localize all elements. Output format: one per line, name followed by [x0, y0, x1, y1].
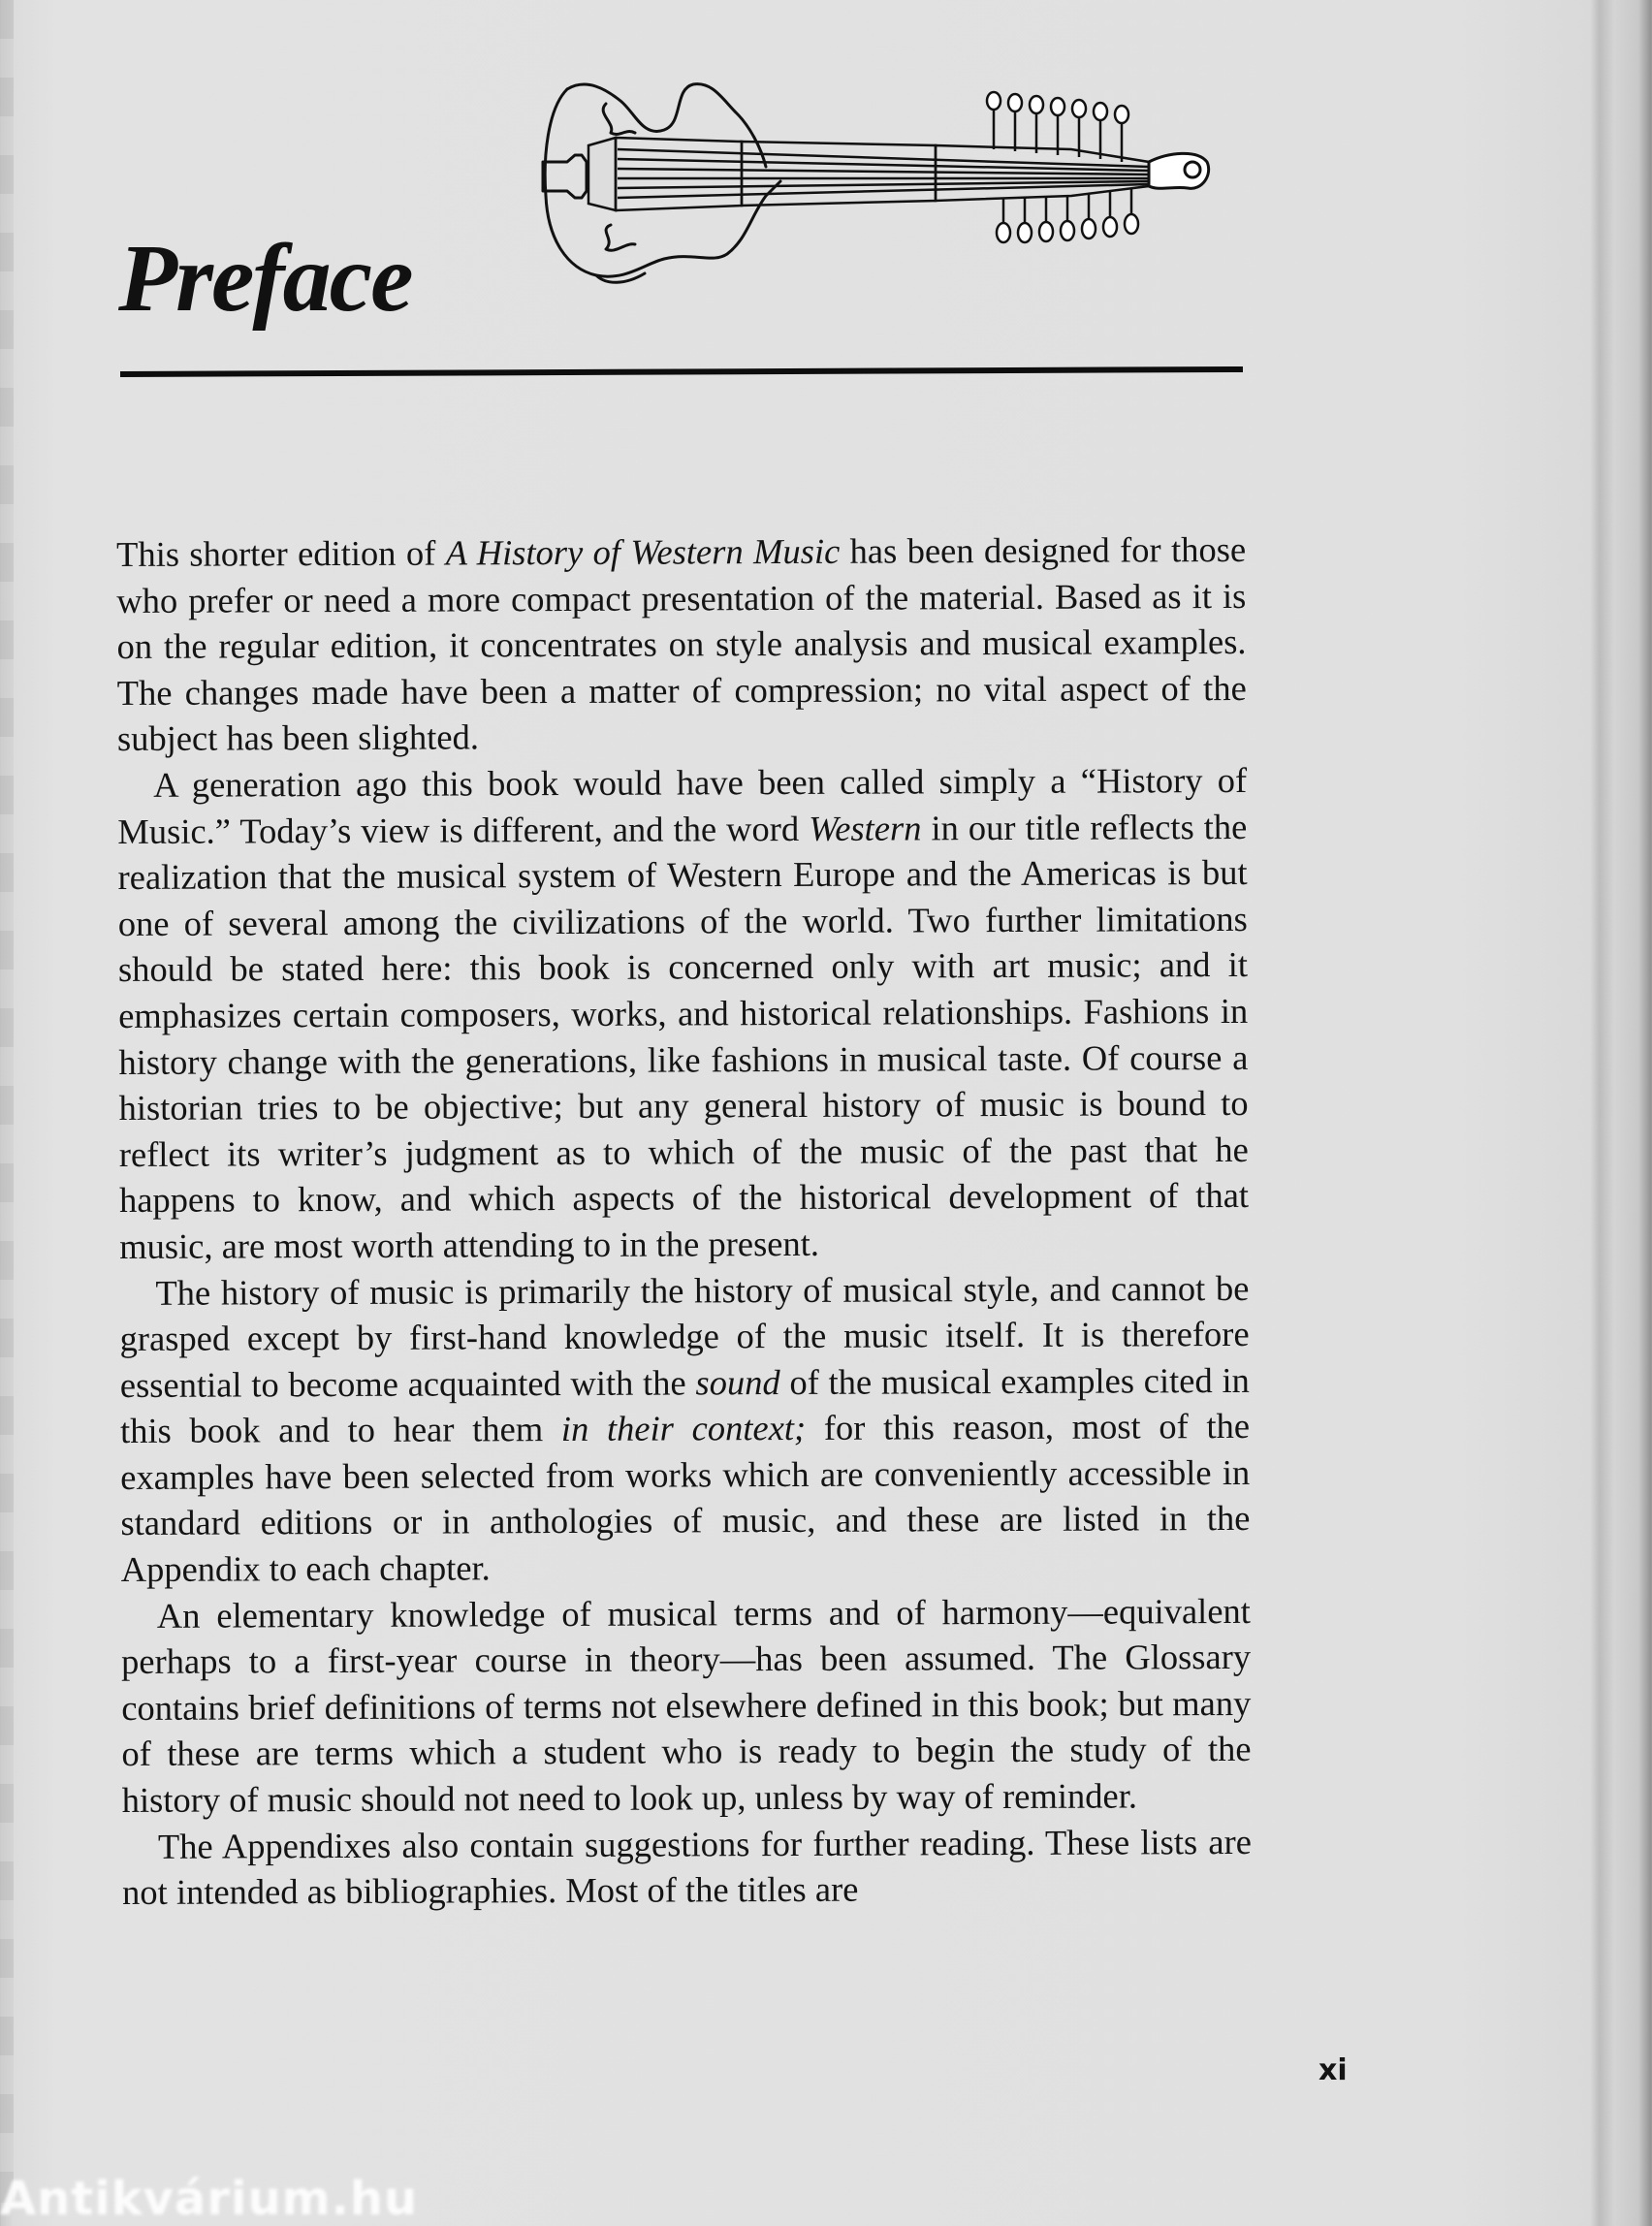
text-span: The history of music is primarily the history of musical style, and cannot be grasped except by first-hand knowledge of the music itself. It is therefore essential to become acquainted with the [119, 1267, 1250, 1405]
italic-text: sound [695, 1361, 780, 1403]
watermark: Antikvárium.hu [0, 2172, 419, 2226]
lute-icon [528, 70, 1246, 288]
text-span: A generation ago this book would have been called simply a “History of Music.” Today’s view is different, and the word [117, 759, 1248, 851]
text-span: This shorter edition of [116, 532, 446, 574]
paragraph [121, 1588, 1252, 1824]
text-span: The Appendixes also contain suggestions for further reading. These lists are not intended as bibliographies. Most of the titles are [122, 1821, 1252, 1913]
paragraph [116, 526, 1247, 762]
italic-text: in their context; [560, 1408, 807, 1449]
text-span: in our title reflects the realization that the musical system of Western Europe and the Americas is but one of several among the civilizations of the world. Two further limitations should be stated here: this book is concerned only with art music; and it emphasizes certain composers, works, and historical relationships. Fashions in history change with the generations, like fashions in musical taste. Of course a historian tries to be objective; but any general history of music is bound to reflect its writer’s judgment as to which of the music of the past that he happens to know, and which aspects of the historical development of that music, are most worth attending to in the present. [117, 806, 1250, 1266]
paragraph [117, 757, 1249, 1270]
italic-text: A History of Western Music [445, 530, 841, 573]
paragraph [119, 1264, 1250, 1592]
page-number: xi [1318, 2053, 1348, 2087]
text-span: has been designed for those who prefer or need a more compact presentation of the material. Based as it is on the regular edition, it concentrates on style analysis and musical examples. The changes made have been a matter of compression; no vital aspect of the subject has been slighted. [116, 528, 1247, 759]
text-span: for this reason, most of the examples have been selected from works which are conveniently accessible in standard editions or in anthologies of music, and these are listed in the Appendix to each chapter. [120, 1406, 1251, 1590]
book-gutter-edge [0, 0, 14, 2203]
preface-body [116, 526, 1252, 1916]
text-span: of the musical examples cited in this book and to hear them [119, 1359, 1250, 1451]
page-title: Preface [118, 224, 412, 332]
peg-top [987, 92, 1001, 149]
paragraph [122, 1819, 1252, 1916]
italic-text: Western [809, 807, 922, 848]
text-span: An elementary knowledge of musical terms and of harmony—equivalent perhaps to a first-year course in theory—has been assumed. The Glossary contains brief definitions of terms not elsewhere defined in this book; but many of these are terms which a student who is ready to begin the study of the history of music should not need to look up, unless by way of reminder. [120, 1590, 1252, 1821]
title-rule [120, 366, 1243, 377]
